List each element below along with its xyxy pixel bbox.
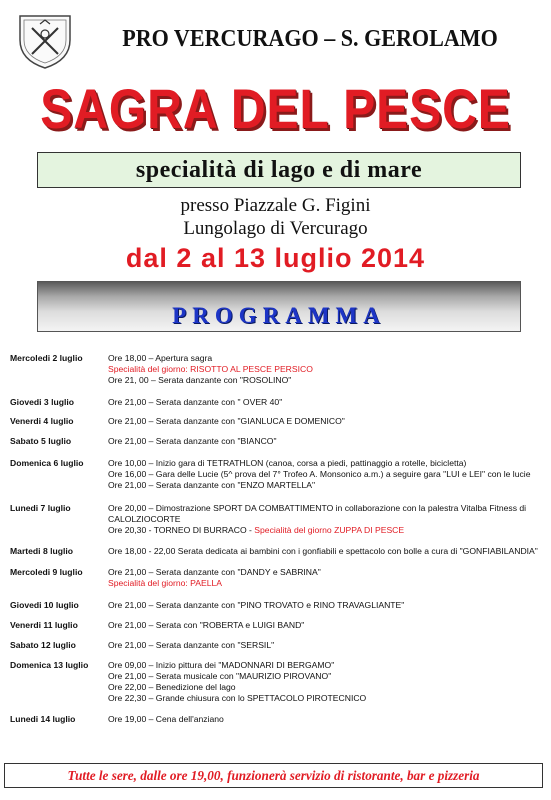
- schedule-day: Domenica 6 luglio: [10, 458, 84, 468]
- schedule-event-line: [108, 458, 538, 469]
- event-text: Ore 18,00 - 22,00 Serata dedicata ai bambini con i gonfiabili e spettacolo con bolle a cura di "GONFIABILANDIA": [108, 546, 538, 556]
- event-text: Ore 21,00 – Serata con "ROBERTA e LUIGI BAND": [108, 620, 305, 630]
- event-text: Ore 16,00 – Gara delle Lucie (5^ prova del 7° Trofeo A. Monsonico a.m.) a seguire gara "LUI e LEI" con le lucie: [108, 469, 531, 479]
- schedule-events: [108, 416, 538, 427]
- schedule-day: Giovedi 3 luglio: [10, 397, 74, 407]
- schedule-event-line: [108, 620, 538, 631]
- event-text: Ore 21,00 – Serata danzante con "GIANLUCA E DOMENICO": [108, 416, 345, 426]
- schedule-events: [108, 353, 538, 386]
- schedule-event-line: [108, 671, 538, 682]
- event-text: Ore 20,00 – Dimostrazione SPORT DA COMBATTIMENTO in collaborazione con la palestra Vitalba Fitness di CALOLZIOCORTE: [108, 503, 527, 524]
- event-text: Ore 22,30 – Grande chiusura con lo SPETTACOLO PIROTECNICO: [108, 693, 367, 703]
- footer-text: Tutte le sere, dalle ore 19,00, funzionerà servizio di ristorante, bar e pizzeria: [67, 768, 480, 783]
- schedule-events: [108, 660, 538, 704]
- event-text: Specialità del giorno: RISOTTO AL PESCE PERSICO: [108, 364, 313, 374]
- schedule-day: Mercoledi 2 luglio: [10, 353, 83, 363]
- schedule-event-line: [108, 660, 538, 671]
- event-text: Ore 18,00 – Apertura sagra: [108, 353, 213, 363]
- event-title: SAGRA DEL PESCE: [40, 77, 511, 140]
- schedule-day: Lunedi 14 luglio: [10, 714, 76, 724]
- event-text: Ore 21,00 – Serata musicale con "MAURIZIO PIROVANO": [108, 671, 332, 681]
- footer-banner: [4, 763, 543, 788]
- schedule-events: [108, 436, 538, 447]
- venue-block: [0, 194, 551, 240]
- schedule-day: Sabato 5 luglio: [10, 436, 72, 446]
- venue-line-1: presso Piazzale G. Figini: [180, 195, 371, 216]
- schedule-events: [108, 714, 538, 725]
- schedule-day: Martedi 8 luglio: [10, 546, 74, 556]
- schedule-event-line: [108, 503, 538, 525]
- schedule-day: Giovedi 10 luglio: [10, 600, 79, 610]
- schedule-day: Sabato 12 luglio: [10, 640, 76, 650]
- schedule-events: [108, 397, 538, 408]
- schedule-events: [108, 567, 538, 589]
- schedule-events: [108, 600, 538, 611]
- schedule-event-line: [108, 682, 538, 693]
- schedule-event-line: [108, 375, 538, 386]
- event-text: Ore 19,00 – Cena dell'anziano: [108, 714, 224, 724]
- schedule-event-line: [108, 546, 538, 557]
- schedule-event-line: [108, 364, 538, 375]
- schedule-event-line: [108, 578, 538, 589]
- schedule-event-line: [108, 640, 538, 651]
- schedule-events: [108, 546, 538, 557]
- schedule-event-line: [108, 600, 538, 611]
- event-text: Ore 20,30 - TORNEO DI BURRACO -: [108, 525, 255, 535]
- schedule-day: Domenica 13 luglio: [10, 660, 89, 670]
- event-text: Ore 21,00 – Serata danzante con "BIANCO": [108, 436, 277, 446]
- schedule-day: Venerdi 4 luglio: [10, 416, 74, 426]
- schedule-event-line: [108, 567, 538, 578]
- schedule-events: [108, 458, 538, 491]
- daily-special-text: Specialità del giorno ZUPPA DI PESCE: [254, 525, 405, 535]
- event-text: Ore 21,00 – Serata danzante con " OVER 40": [108, 397, 283, 407]
- subtitle-banner: [37, 152, 521, 188]
- schedule-events: [108, 640, 538, 651]
- programma-heading: PROGRAMMA: [172, 303, 386, 328]
- schedule-event-line: [108, 714, 538, 725]
- schedule-event-line: [108, 693, 538, 704]
- schedule-day: Lunedi 7 luglio: [10, 503, 71, 513]
- schedule-event-line: [108, 353, 538, 364]
- schedule-event-line: [108, 397, 538, 408]
- event-text: Ore 21, 00 – Serata danzante con "ROSOLINO": [108, 375, 292, 385]
- event-text: Ore 21,00 – Serata danzante con "ENZO MARTELLA": [108, 480, 316, 490]
- subtitle-text: specialità di lago e di mare: [135, 157, 423, 183]
- schedule-event-line: [108, 436, 538, 447]
- event-text: Ore 10,00 – Inizio gara di TETRATHLON (canoa, corsa a piedi, pattinaggio a rotelle, bicicletta): [108, 458, 467, 468]
- event-dates: dal 2 al 13 luglio 2014: [125, 243, 426, 273]
- event-text: Ore 21,00 – Serata danzante con "SERSIL": [108, 640, 275, 650]
- event-text: Ore 22,00 – Benedizione del lago: [108, 682, 236, 692]
- schedule-events: [108, 503, 538, 536]
- schedule-event-line: [108, 525, 538, 536]
- event-text: Ore 09,00 – Inizio pittura dei "MADONNARI DI BERGAMO": [108, 660, 335, 670]
- programma-banner: [37, 281, 521, 332]
- schedule-day: Mercoledi 9 luglio: [10, 567, 83, 577]
- event-text: Ore 21,00 – Serata danzante con "PINO TROVATO e RINO TRAVAGLIANTE": [108, 600, 405, 610]
- event-text: Ore 21,00 – Serata danzante con "DANDY e SABRINA": [108, 567, 321, 577]
- venue-line-2: Lungolago di Vercurago: [183, 218, 368, 239]
- schedule-event-line: [108, 480, 538, 491]
- organizer-title: PRO VERCURAGO – S. GEROLAMO: [122, 26, 498, 52]
- schedule-events: [108, 620, 538, 631]
- schedule-day: Venerdi 11 luglio: [10, 620, 78, 630]
- schedule-event-line: [108, 469, 538, 480]
- schedule-event-line: [108, 416, 538, 427]
- event-text: Specialità del giorno: PAELLA: [108, 578, 223, 588]
- coat-of-arms-logo: [16, 10, 74, 70]
